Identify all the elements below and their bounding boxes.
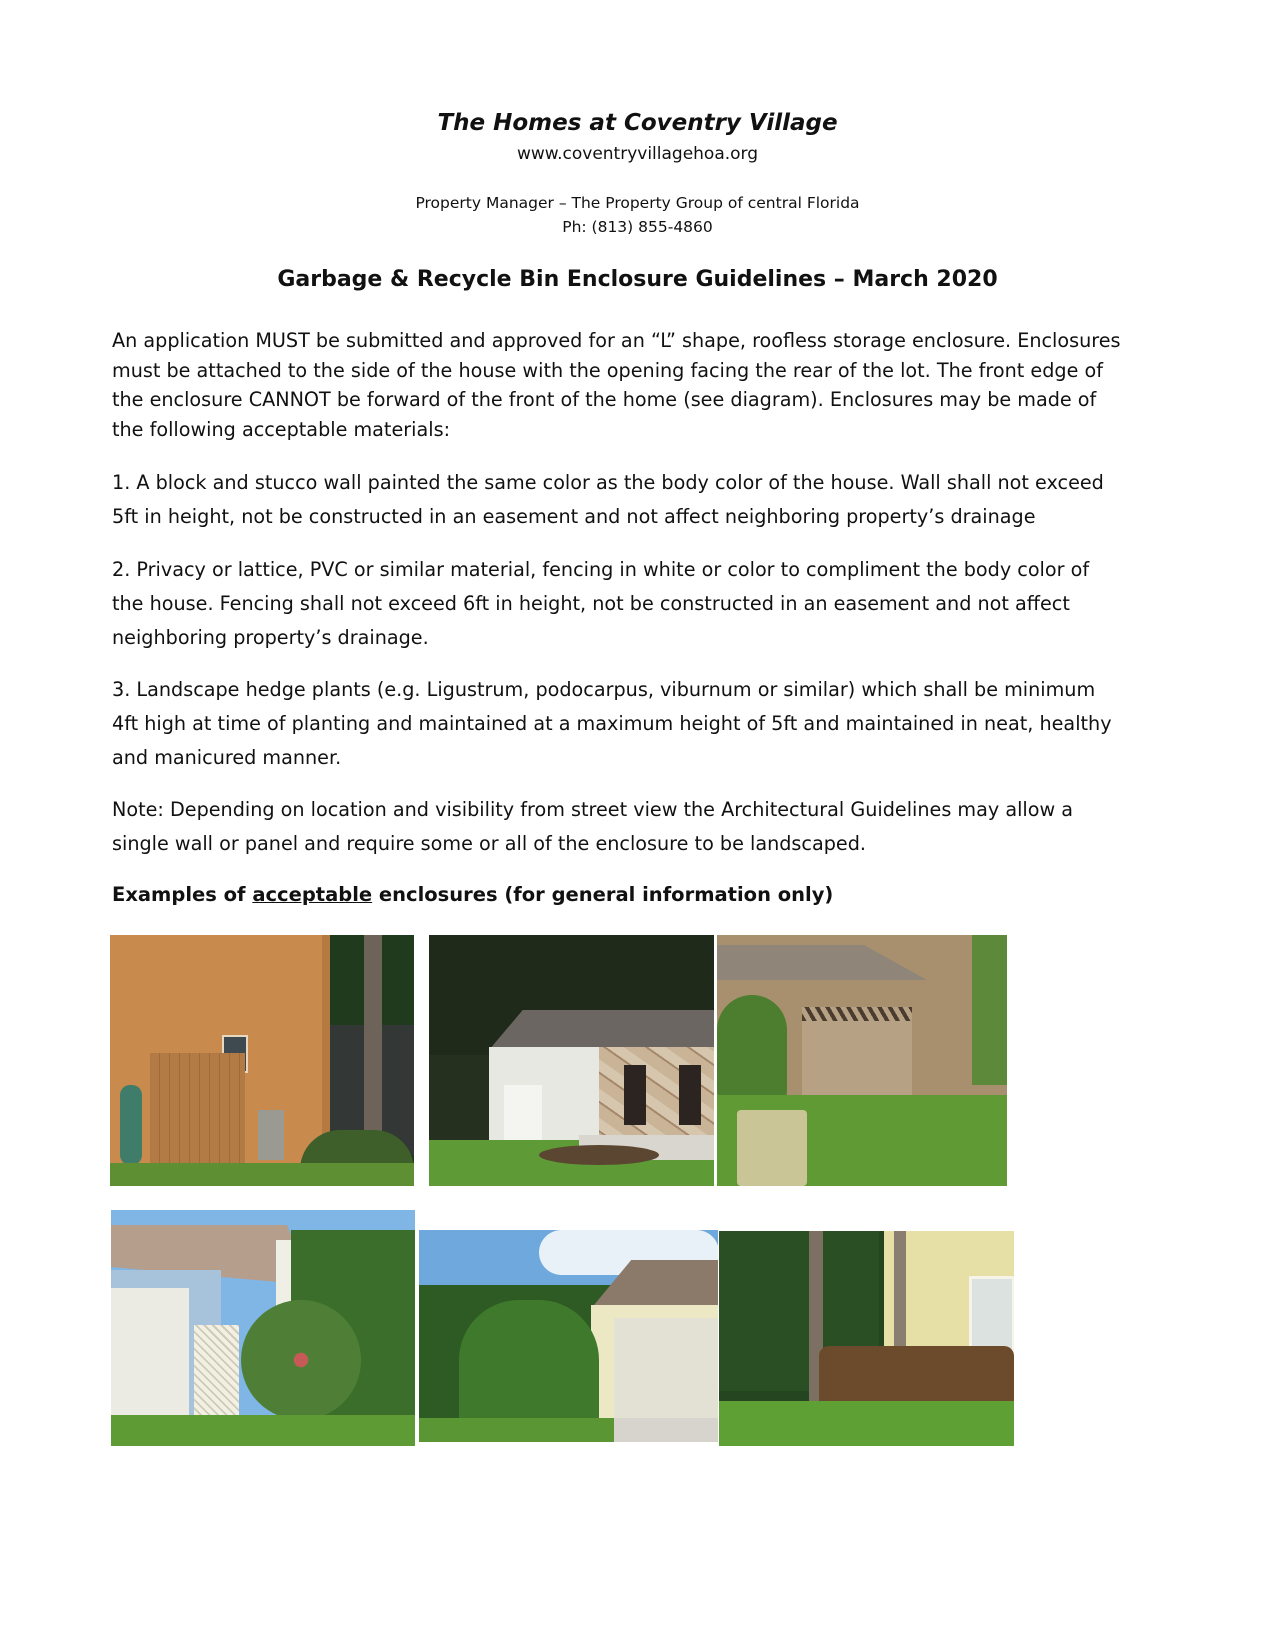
utility-box xyxy=(737,1110,807,1186)
examples-heading xyxy=(112,883,833,906)
wall-edge xyxy=(322,935,330,1160)
grass xyxy=(111,1415,415,1446)
driveway xyxy=(614,1418,718,1442)
hose xyxy=(120,1085,142,1165)
examples-heading-suffix: enclosures (for general information only) xyxy=(372,883,834,906)
examples-heading-prefix: Examples of xyxy=(112,883,253,906)
garage-door xyxy=(111,1288,189,1418)
garage-door xyxy=(614,1318,718,1418)
material-item-3: 3. Landscape hedge plants (e.g. Ligustrum, podocarpus, viburnum or similar) which shall be minimum 4ft high at time of planting and maintained at a maximum height of 5ft and maintained in neat, healthy and manicured manner. xyxy=(112,678,1112,769)
document-title: Garbage & Recycle Bin Enclosure Guidelines – March 2020 xyxy=(277,267,998,292)
examples-heading-underlined: acceptable xyxy=(252,883,373,906)
example-photo-3 xyxy=(717,935,1007,1186)
window xyxy=(969,1276,1014,1357)
material-item-1: 1. A block and stucco wall painted the same color as the body color of the house. Wall shall not exceed 5ft in height, not be constructed in an easement and not affect neighboring property’s drainage xyxy=(112,471,1104,528)
example-photo-1 xyxy=(110,935,414,1186)
ac-unit xyxy=(258,1110,284,1160)
material-item-2: 2. Privacy or lattice, PVC or similar material, fencing in white or color to compliment the body color of the house. Fencing shall not exceed 6ft in height, not be constructed in an easement and not affect neighboring property’s drainage. xyxy=(112,558,1090,649)
intro-paragraph: An application MUST be submitted and approved for an “L” shape, roofless storage enclosure. Enclosures must be attached to the side of the house with the opening facing the rear of the lot. The front edge of the enclosure CANNOT be forward of the front of the home (see diagram). Enclosures may be made of the following acceptable materials: xyxy=(112,329,1121,441)
grass xyxy=(719,1401,1014,1446)
window-right xyxy=(679,1065,701,1125)
white-lattice xyxy=(194,1325,239,1415)
phone-number: Ph: (813) 855-4860 xyxy=(562,218,713,236)
palm-trunk xyxy=(364,935,382,1155)
grass xyxy=(110,1163,414,1186)
tan-fence xyxy=(802,1007,912,1107)
organization-title: The Homes at Coventry Village xyxy=(437,110,838,136)
window-left xyxy=(624,1065,646,1125)
palm xyxy=(972,935,1007,1085)
example-photo-5 xyxy=(419,1230,718,1442)
example-photo-2 xyxy=(429,935,714,1186)
website-url: www.coventryvillagehoa.org xyxy=(516,144,759,164)
property-manager-line: Property Manager – The Property Group of central Florida xyxy=(415,194,860,212)
example-photo-6 xyxy=(719,1231,1014,1446)
lattice-top xyxy=(802,1007,912,1021)
wood-fence xyxy=(150,1053,245,1178)
example-photo-4 xyxy=(111,1210,415,1446)
pvc-fence xyxy=(504,1085,542,1145)
mulch-bed xyxy=(539,1145,659,1165)
palm-hedge xyxy=(459,1300,599,1420)
roof xyxy=(489,1010,714,1050)
flowering-shrub xyxy=(241,1300,361,1420)
note-paragraph: Note: Depending on location and visibility from street view the Architectural Guidelines may allow a single wall or panel and require some or all of the enclosure to be landscaped. xyxy=(112,798,1074,855)
